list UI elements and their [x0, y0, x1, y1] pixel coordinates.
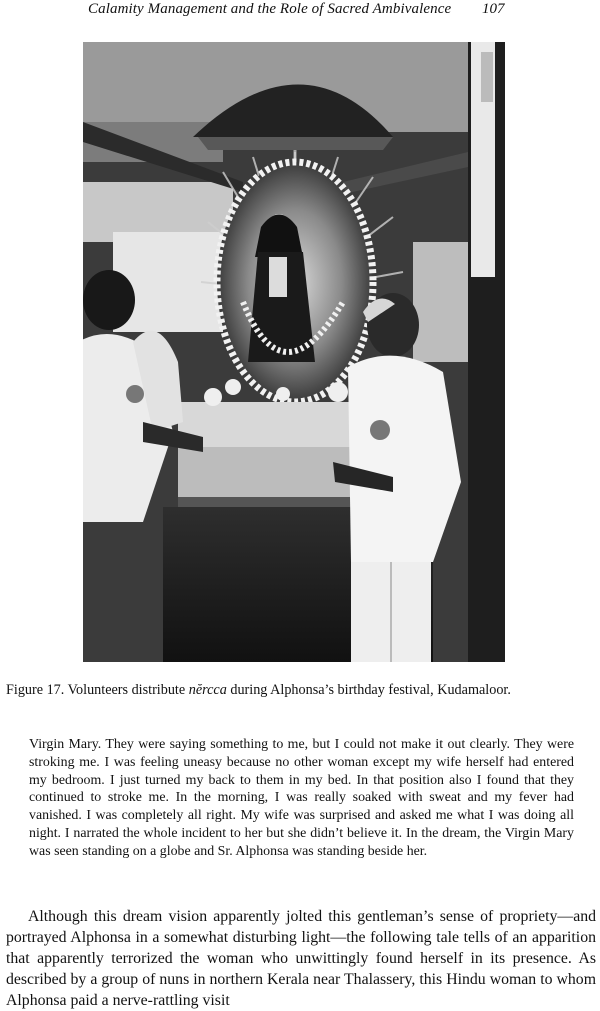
body-paragraph — [6, 906, 596, 1011]
festival-photo — [83, 42, 505, 662]
figure-caption — [6, 682, 596, 699]
block-quote: Virgin Mary. They were saying something to me, but I could not make it out clearly. They were stroking me. I was feeling uneasy because no other woman except my wife herself had entered my bedroom. I just turned my back to them in my bed. In that position also I found that they continued to stroke me. In the morning, I was really soaked with sweat and my fever had vanished. I was completely all right. My wife was surprised and asked me what I was doing all night. I narrated the whole incident to her but she didn’t believe it. In the dream, the Virgin Mary was seen standing on a globe and Sr. Alphonsa was standing beside her. — [29, 737, 574, 859]
body-paragraph-text: Although this dream vision apparently jolted this gentleman’s sense of propriety—and portrayed Alphonsa in a somewhat disturbing light—the following tale tells of an apparition that apparently terrorized the woman who unwittingly found herself in its presence. As described by a group of nuns in northern Kerala near Thalassery, this Hindu woman to whom Alphonsa paid a nerve-rattling visit — [6, 908, 596, 1009]
page-number: 107 — [482, 1, 505, 17]
festival-photo-illustration — [83, 42, 505, 662]
caption-suffix: during Alphonsa’s birthday festival, Kudamaloor. — [226, 682, 511, 698]
caption-term: nĕrcca — [188, 682, 227, 698]
running-title: Calamity Management and the Role of Sacred Ambivalence — [88, 1, 452, 17]
running-head — [0, 0, 600, 20]
caption-prefix: Figure 17. Volunteers distribute — [6, 682, 189, 698]
